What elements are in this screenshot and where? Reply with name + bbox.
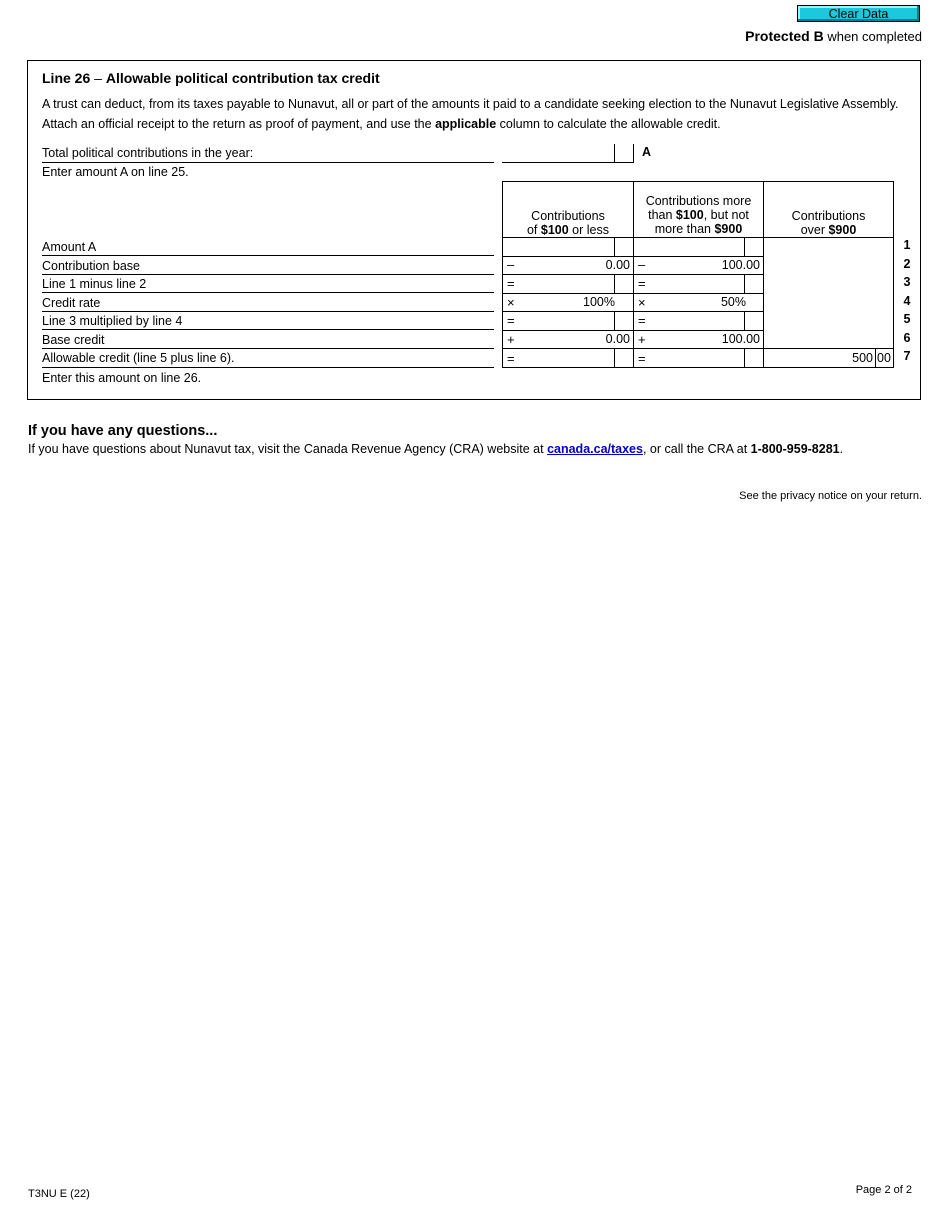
row-1-col1-cents-divider xyxy=(614,238,615,256)
col1-header-line2 xyxy=(503,223,633,237)
col2-l3a: more than xyxy=(654,222,715,236)
row-7-col3-dollars: 500 xyxy=(852,351,873,365)
row-4-underline xyxy=(42,311,494,312)
row-7-col1-cents-divider xyxy=(614,349,615,367)
column-header-over-900 xyxy=(764,209,893,237)
total-contributions-input[interactable] xyxy=(502,144,632,162)
row-2-underline xyxy=(42,274,494,275)
col1-l2a: of xyxy=(526,223,541,237)
col3-header-line1: Contributions xyxy=(791,209,866,223)
row-2-col2-value: 100.00 xyxy=(721,258,760,272)
row-5-col1-operator: = xyxy=(507,313,515,328)
row-6-col1-operator: + xyxy=(507,332,515,347)
protected-b-suffix: when completed xyxy=(823,29,922,44)
row-3-col2-cents-divider xyxy=(744,275,745,293)
row-7-number: 7 xyxy=(903,349,911,363)
privacy-notice: See the privacy notice on your return. xyxy=(739,490,922,502)
row-6-label: Base credit xyxy=(42,333,105,347)
column-header-100-or-less xyxy=(503,209,633,237)
row-7-col3-cents: 00 xyxy=(877,351,891,365)
col2-l2c: , but not xyxy=(703,208,749,222)
row-5-underline xyxy=(42,329,494,330)
total-label-underline xyxy=(42,162,494,163)
row-4-number: 4 xyxy=(903,294,911,308)
intro-paragraph-2-b: column to calculate the allowable credit. xyxy=(496,117,721,131)
row-6-underline xyxy=(42,348,494,349)
row-2-col1-operator: – xyxy=(507,257,515,272)
row-3-col1-input[interactable] xyxy=(520,275,632,293)
col3-l2b: $900 xyxy=(828,223,857,237)
protected-b-label: Protected B xyxy=(745,28,824,44)
col3-l2a: over xyxy=(800,223,829,237)
row-3-col1-operator: = xyxy=(507,276,515,291)
row-6-col1-value: 0.00 xyxy=(605,332,630,346)
section-title-text: Allowable political contribution tax credit xyxy=(105,70,380,86)
row-2-col2-operator: – xyxy=(638,257,646,272)
row-3-col2-operator: = xyxy=(638,276,646,291)
row-6-col2-operator: + xyxy=(638,332,646,347)
intro-paragraph-2-bold: applicable xyxy=(435,117,497,131)
col1-l2b: $100 xyxy=(540,223,569,237)
row-3-underline xyxy=(42,292,494,293)
intro-paragraph-1: A trust can deduct, from its taxes payable to Nunavut, all or part of the amounts it paid to a candidate seeking election to the Nunavut Legislative Assembly. xyxy=(42,97,899,111)
row-5-number: 5 xyxy=(903,312,911,326)
total-input-right-edge xyxy=(633,144,634,162)
total-contributions-label: Total political contributions in the year: xyxy=(42,146,254,160)
questions-text-b: , or call the CRA at xyxy=(642,442,751,456)
row-7-col2-cents-divider xyxy=(744,349,745,367)
row-1-label: Amount A xyxy=(42,240,97,254)
row-7-col2-operator: = xyxy=(638,351,646,366)
intro-paragraph-2-a: Attach an official receipt to the return as proof of payment, and use the xyxy=(42,117,436,131)
row-6-col2-value: 100.00 xyxy=(721,332,760,346)
questions-text-c: . xyxy=(839,442,844,456)
questions-text-a: If you have questions about Nunavut tax, visit the Canada Revenue Agency (CRA) website at xyxy=(28,442,548,456)
page-number: Page 2 of 2 xyxy=(855,1184,912,1196)
row-1-number: 1 xyxy=(903,238,911,252)
col2-header-line1: Contributions more xyxy=(645,194,752,208)
row-5-col2-input[interactable] xyxy=(650,312,762,330)
row-4-col2-value: 50% xyxy=(720,295,746,309)
questions-heading: If you have any questions... xyxy=(28,423,218,439)
total-input-underline xyxy=(502,162,634,163)
section-title xyxy=(42,70,380,86)
row-2-number: 2 xyxy=(903,257,911,271)
col2-l3b: $900 xyxy=(714,222,743,236)
row-1-col2-cents-divider xyxy=(744,238,745,256)
row-3-rule xyxy=(502,293,764,294)
col1-header-line1: Contributions xyxy=(531,209,605,223)
form-identifier: T3NU E (22) xyxy=(28,1188,90,1200)
row-3-col2-input[interactable] xyxy=(650,275,762,293)
enter-line-26-note: Enter this amount on line 26. xyxy=(42,371,202,385)
total-cents-divider xyxy=(614,144,615,162)
section-title-dash: – xyxy=(90,70,106,86)
col1-l2c: or less xyxy=(568,223,609,237)
row-5-col1-input[interactable] xyxy=(520,312,632,330)
column-header-100-to-900 xyxy=(634,194,763,236)
row-5-rule xyxy=(502,330,764,331)
clear-data-button[interactable]: Clear Data xyxy=(797,5,920,22)
column-header-top-rule xyxy=(502,181,894,182)
col2-l2a: than xyxy=(648,208,676,222)
enter-amount-a-note: Enter amount A on line 25. xyxy=(42,165,189,179)
row-7-rule xyxy=(502,367,894,368)
row-3-col1-cents-divider xyxy=(614,275,615,293)
row-2-label: Contribution base xyxy=(42,259,140,273)
protected-b-notice xyxy=(745,28,922,44)
cra-website-link[interactable]: canada.ca/taxes xyxy=(547,442,643,456)
row-4-col2-operator: × xyxy=(638,295,646,310)
row-2-col1-value: 0.00 xyxy=(605,258,630,272)
row-7-col1-operator: = xyxy=(507,351,515,366)
row-4-col1-operator: × xyxy=(507,295,515,310)
section-title-line: Line 26 xyxy=(42,70,91,86)
col2-header-line2 xyxy=(634,208,763,222)
cra-phone-number: 1-800-959-8281 xyxy=(750,442,840,456)
row-5-col2-operator: = xyxy=(638,313,646,328)
col3-right-border xyxy=(893,181,894,368)
intro-paragraph-2 xyxy=(42,117,721,131)
row-5-col2-cents-divider xyxy=(744,312,745,330)
row-1-underline xyxy=(42,255,494,256)
row-7-col2-input[interactable] xyxy=(650,349,762,367)
questions-text xyxy=(28,442,843,456)
col2-l2b: $100 xyxy=(675,208,704,222)
col2-header-line3 xyxy=(634,222,763,236)
amount-a-letter: A xyxy=(642,145,652,159)
row-4-col1-value: 100% xyxy=(583,295,615,309)
row-3-number: 3 xyxy=(903,275,911,289)
row-5-label: Line 3 multiplied by line 4 xyxy=(42,314,183,328)
row-3-label: Line 1 minus line 2 xyxy=(42,277,147,291)
col3-header-line2 xyxy=(764,223,893,237)
row-4-label: Credit rate xyxy=(42,296,101,310)
row-6-number: 6 xyxy=(903,331,911,345)
row-7-underline xyxy=(42,367,494,368)
row-1-rule xyxy=(502,256,764,257)
row-7-col3-cents-divider xyxy=(875,349,876,367)
row-5-col1-cents-divider xyxy=(614,312,615,330)
row-7-col1-input[interactable] xyxy=(520,349,632,367)
row-7-label: Allowable credit (line 5 plus line 6). xyxy=(42,351,235,365)
